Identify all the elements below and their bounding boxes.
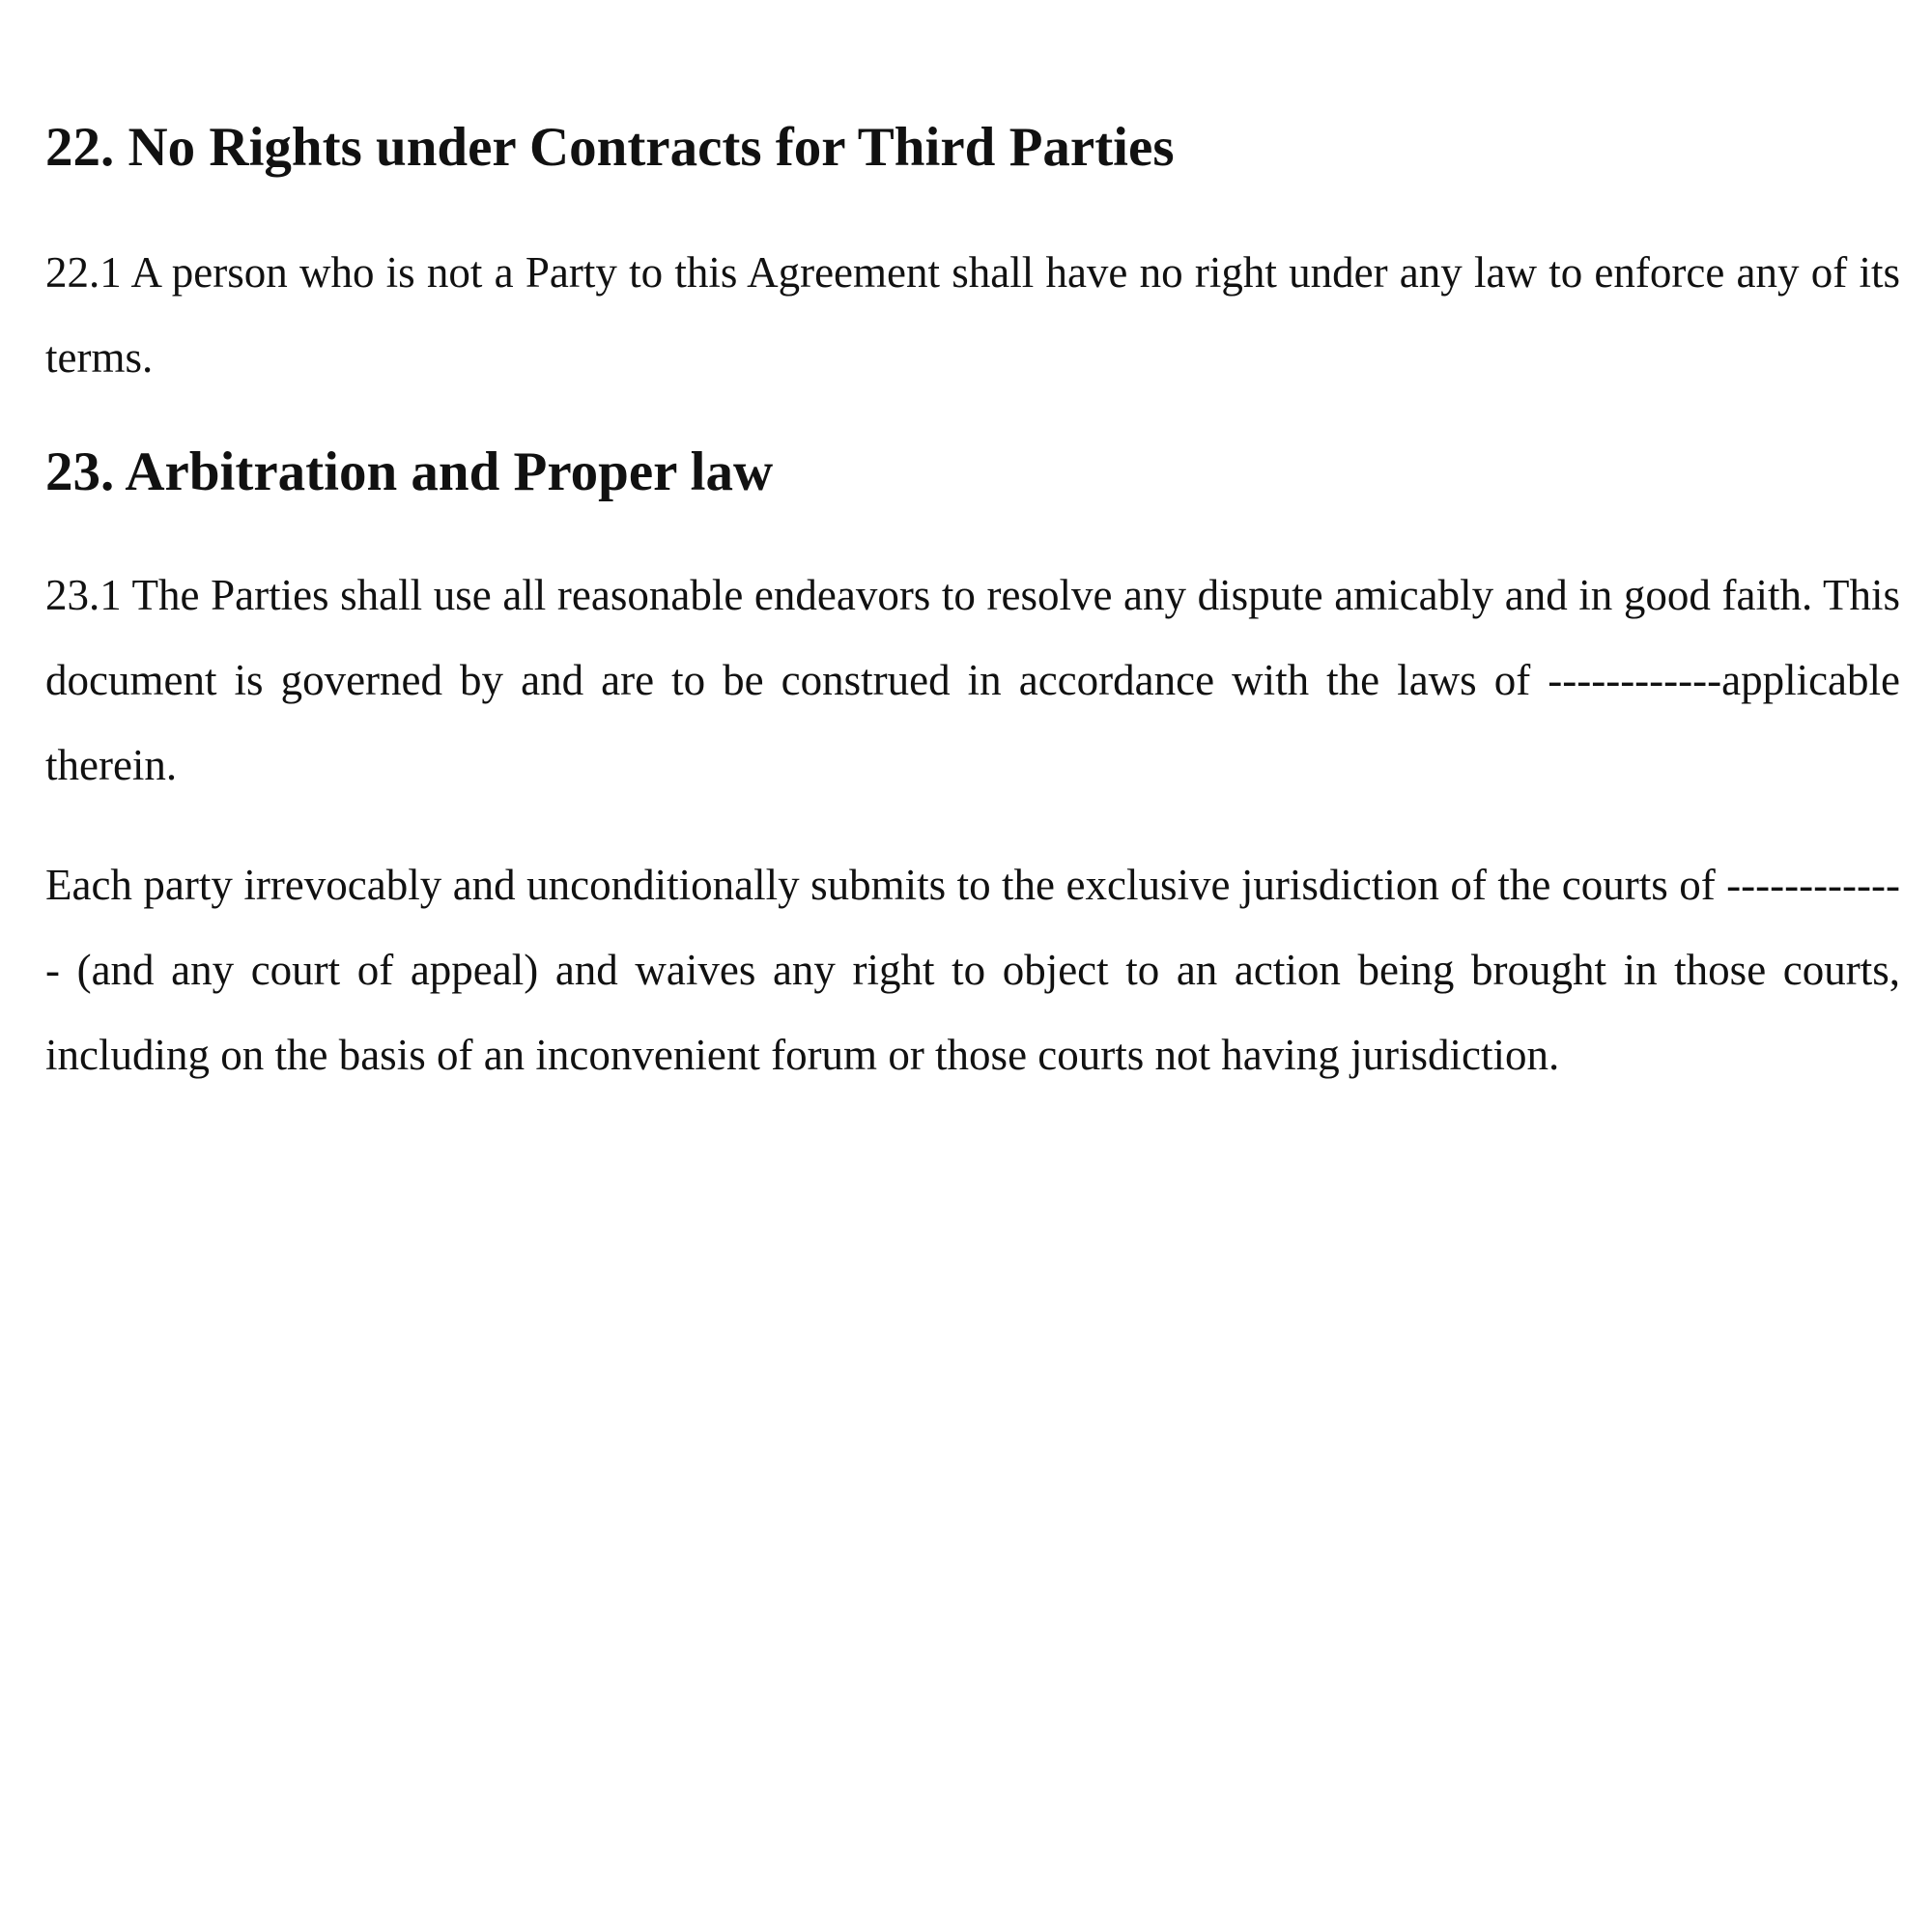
section-22-heading: 22. No Rights under Contracts for Third Parties [45,117,1175,178]
clause-22-1: 22.1 A person who is not a Party to this Agreement shall have no right under any law to enforce any of its terms. [45,248,1900,382]
jurisdiction-paragraph: Each party irrevocably and unconditionally submits to the exclusive jurisdiction of the courts of ------------- (and any court of appeal) and waives any right to object to an action being brought in those courts, including on the basis of an inconvenient forum or those courts not having jurisdiction. [45,861,1900,1079]
section-23-heading: 23. Arbitration and Proper law [45,441,774,502]
document-page [45,114,1900,1097]
clause-23-1: 23.1 The Parties shall use all reasonable endeavors to resolve any dispute amicably and in good faith. This document is governed by and are to be construed in accordance with the laws of ------------applicable therein. [45,571,1900,789]
